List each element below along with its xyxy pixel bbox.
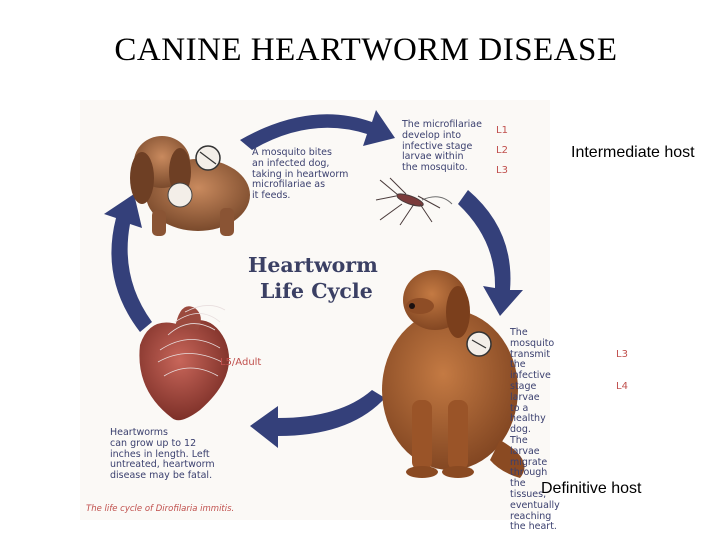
intermediate-host-label: Intermediate host	[571, 144, 695, 161]
life-cycle-title	[248, 252, 418, 304]
stage-label-l5-adult: L5/Adult	[220, 357, 262, 368]
step-mosquito-transmits-text: The mosquito transmit the infective stage larvae to a healthy dog. The larvae migrate through the tissues, eventually reaching the heart.	[510, 327, 560, 533]
stage-label-l3-dog: L3	[616, 349, 628, 360]
mosquito-icon	[376, 178, 452, 225]
spaniel-dog-icon	[130, 136, 250, 236]
life-cycle-title-line2: Life Cycle	[260, 279, 373, 303]
slide-title: CANINE HEARTWORM DISEASE	[114, 32, 618, 68]
stage-label-l3-mosquito: L3	[496, 165, 508, 176]
step-microfilariae-develop-text: The microfilariae develop into infective stage larvae within the mosquito.	[402, 119, 482, 174]
life-cycle-title-line1: Heartworm	[248, 253, 378, 277]
stage-label-l4: L4	[616, 381, 628, 392]
stage-label-l2: L2	[496, 145, 508, 156]
figure-caption: The life cycle of Dirofilaria immitis.	[86, 504, 235, 514]
definitive-host-label: Definitive host	[541, 480, 642, 497]
step-mosquito-bites-text: A mosquito bites an infected dog, taking in heartworm microfilariae as it feeds.	[252, 147, 349, 202]
stage-label-l1: L1	[496, 125, 508, 136]
heart-icon	[139, 305, 229, 420]
step-heartworms-grow-text: Heartworms can grow up to 12 inches in length. Left untreated, heartworm disease may be fatal.	[110, 427, 215, 482]
